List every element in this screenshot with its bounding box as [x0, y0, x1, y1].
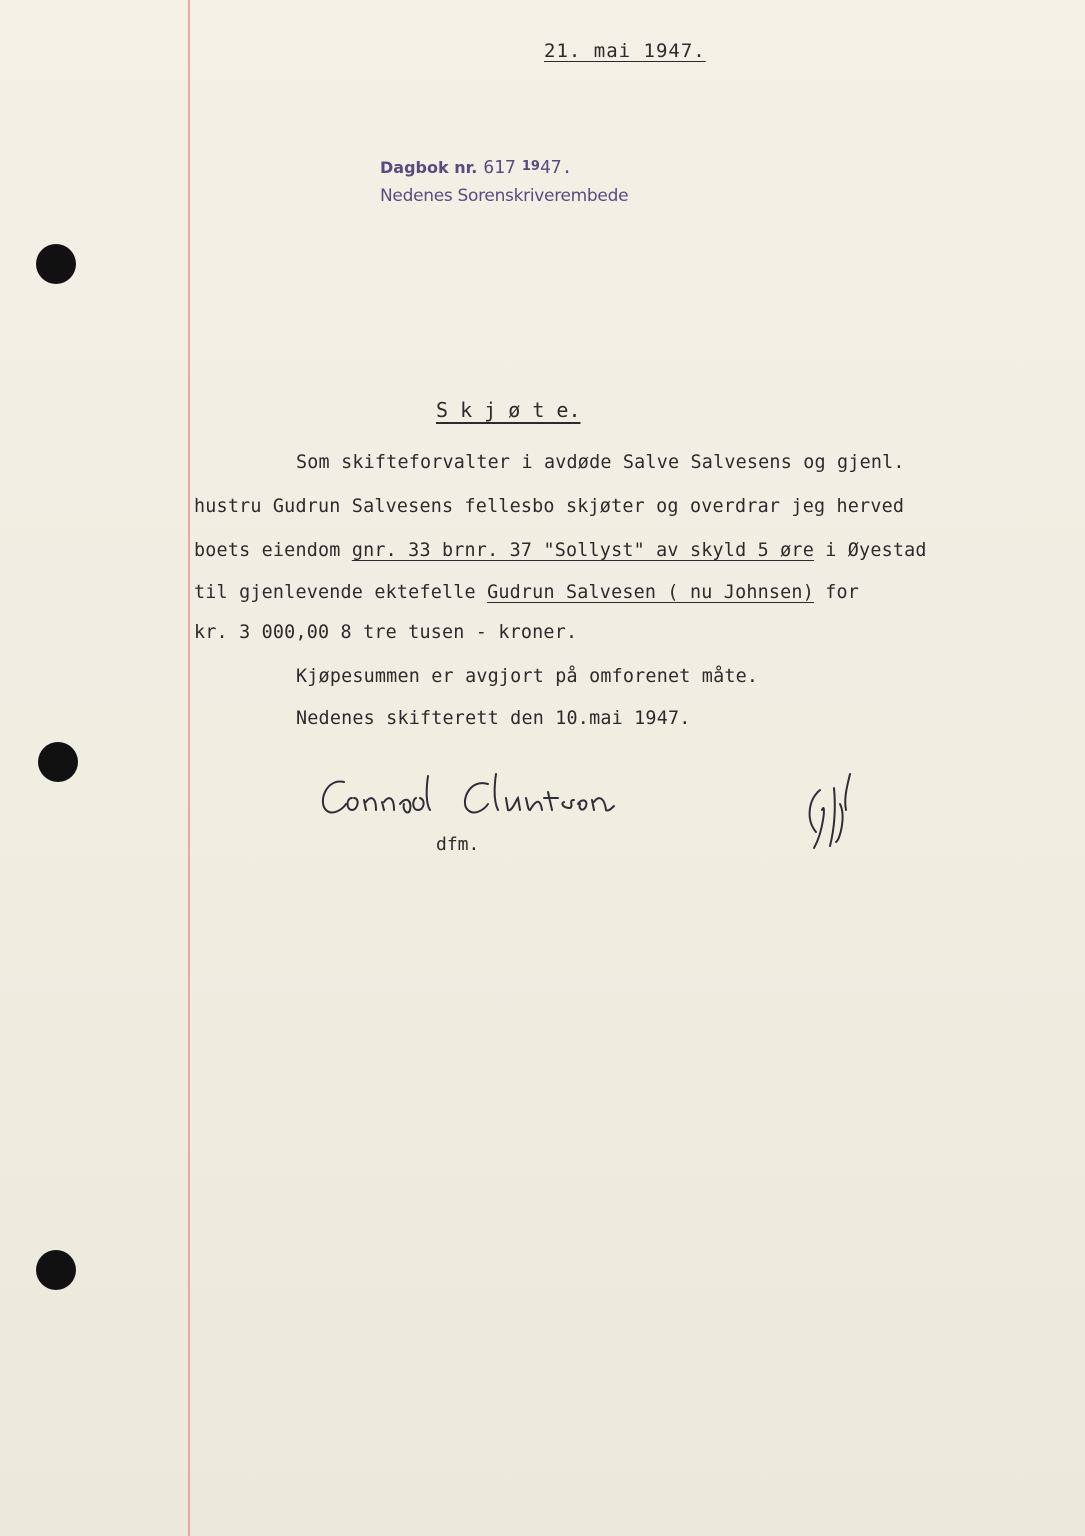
signature	[316, 770, 676, 824]
document-title: S k j ø t e.	[436, 398, 581, 422]
year-suffix: 47.	[539, 157, 573, 178]
year-prefix: 19	[521, 159, 540, 174]
initials	[800, 770, 860, 864]
punch-hole	[38, 742, 78, 782]
body-line-7: Nedenes skifterett den 10.mai 1947.	[296, 708, 691, 729]
body-line-3	[194, 540, 927, 561]
body-line-3-end: i Øyestad	[813, 540, 927, 561]
body-line-2: hustru Gudrun Salvesens fellesbo skjøter og overdrar jeg herved	[194, 496, 905, 517]
dagbok-stamp	[380, 156, 572, 178]
body-line-1: Som skifteforvalter i avdøde Salve Salvesens og gjenl.	[296, 452, 905, 473]
dagbok-number: 617	[483, 157, 516, 178]
handwritten-signature	[316, 770, 676, 820]
body-line-4-end: for	[813, 582, 860, 603]
body-line-3-text: boets eiendom	[194, 540, 352, 561]
property-reference: gnr. 33 brnr. 37 "Sollyst" av skyld 5 øre	[351, 540, 814, 561]
body-line-4-text: til gjenlevende ektefelle	[194, 582, 488, 603]
buyer-name: Gudrun Salvesen ( nu Johnsen)	[487, 582, 814, 603]
office-stamp: Nedenes Sorenskriverembede	[380, 186, 629, 206]
document-date: 21. mai 1947.	[544, 40, 706, 62]
body-line-5: kr. 3 000,00 8 tre tusen - kroner.	[194, 622, 578, 643]
body-line-4	[194, 582, 859, 603]
body-line-6: Kjøpesummen er avgjort på omforenet måte.	[296, 666, 759, 687]
dagbok-label: Dagbok nr.	[380, 158, 478, 177]
margin-line	[188, 0, 190, 1536]
punch-hole	[36, 244, 76, 284]
handwritten-initials	[800, 770, 860, 860]
punch-hole	[36, 1250, 76, 1290]
signature-suffix: dfm.	[436, 834, 480, 855]
